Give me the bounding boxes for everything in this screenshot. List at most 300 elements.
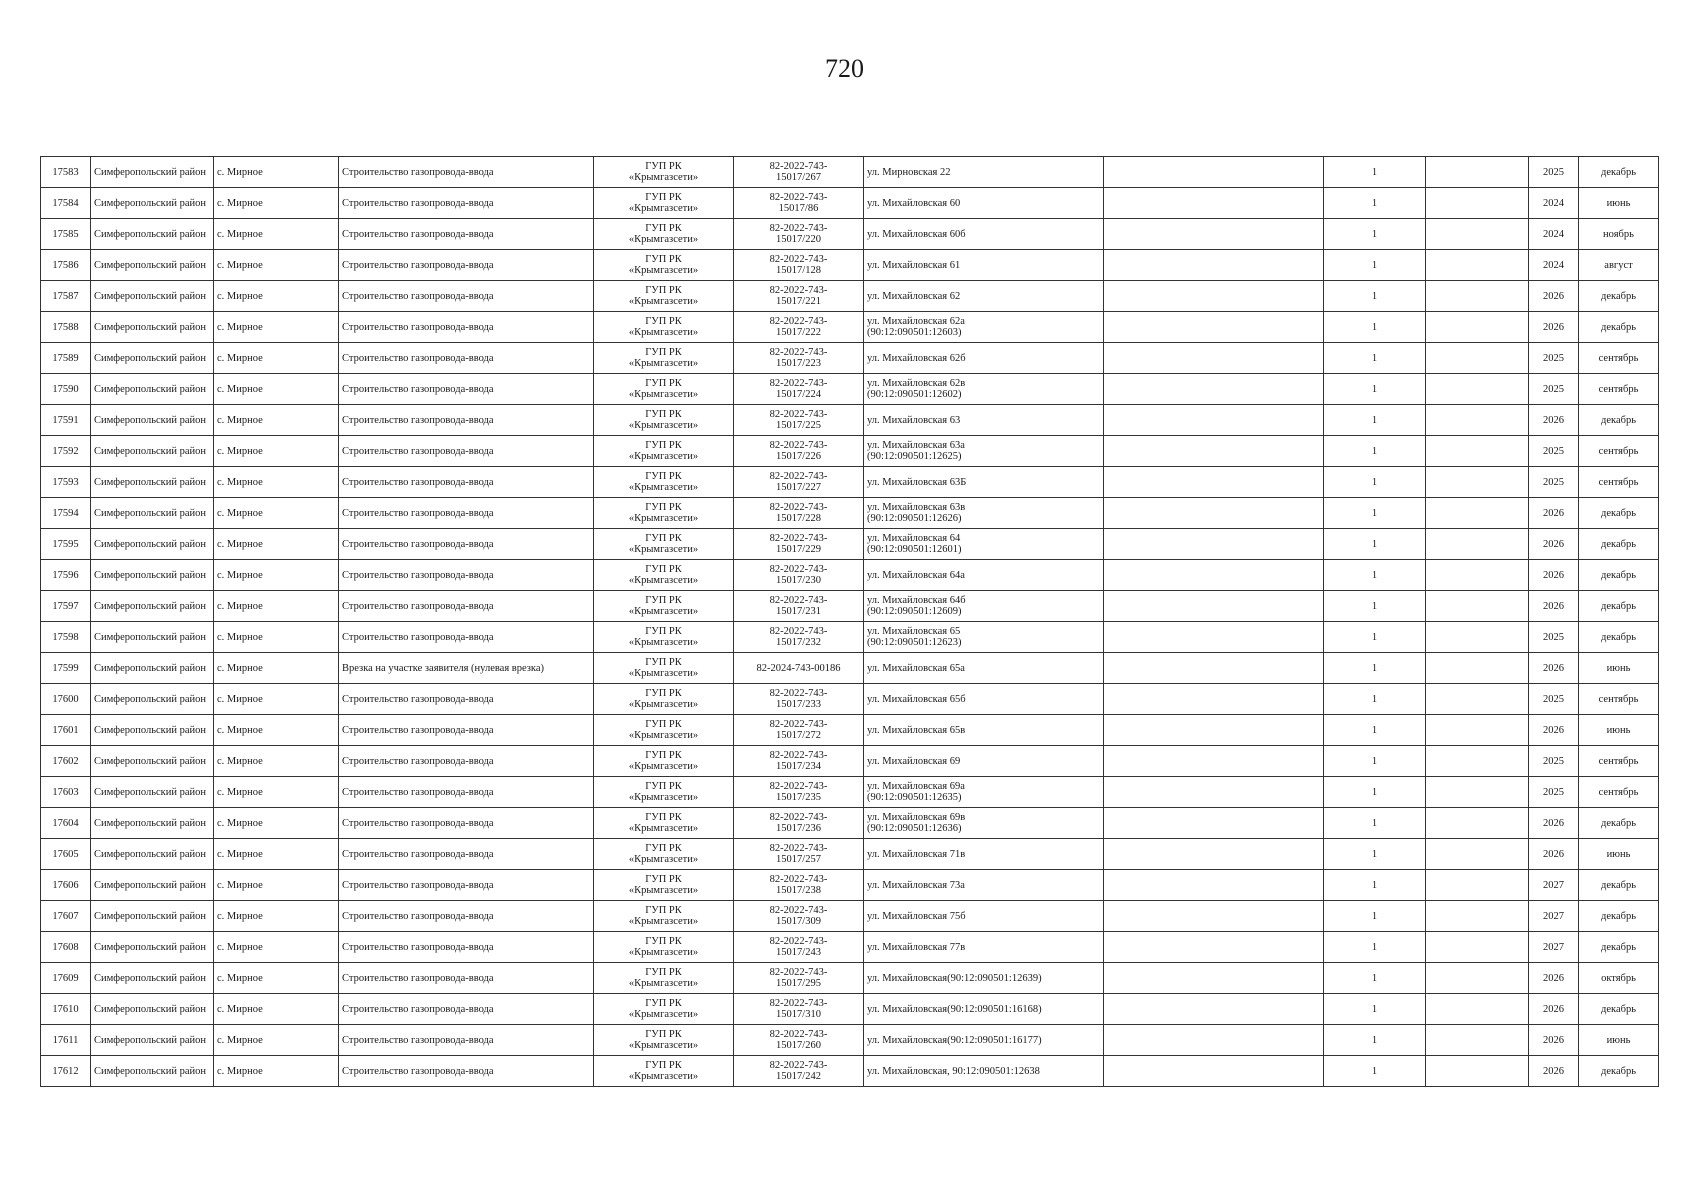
table-row <box>41 622 1659 653</box>
qty-text: 1 <box>1371 445 1378 457</box>
reg-line2-text: 15017/236 <box>776 823 821 834</box>
quantity-cell <box>1324 250 1426 281</box>
empty-cell <box>1426 808 1529 839</box>
work-type-cell <box>339 591 594 622</box>
month-cell <box>1579 839 1659 870</box>
district-cell <box>91 777 214 808</box>
year-cell <box>1529 1056 1579 1087</box>
table-row <box>41 684 1659 715</box>
row-number-cell <box>41 653 91 684</box>
address-cell <box>864 188 1104 219</box>
addr-line2-text: (90:12:090501:12635) <box>867 792 962 803</box>
empty-cell <box>1104 932 1324 963</box>
reg-line2-text: 15017/257 <box>776 854 821 865</box>
org-line1-text: ГУП РК <box>645 905 682 916</box>
reg-line2-text: 15017/234 <box>776 761 821 772</box>
district-cell <box>91 188 214 219</box>
quantity-cell <box>1324 405 1426 436</box>
row-number-cell <box>41 529 91 560</box>
settlement-cell <box>214 343 339 374</box>
settlement-cell <box>214 1056 339 1087</box>
month-text: сентябрь <box>1598 445 1639 457</box>
reg-line1-text: 82-2022-743- <box>769 378 828 389</box>
row-number-cell <box>41 994 91 1025</box>
reg-line2-text: 15017/230 <box>776 575 821 586</box>
work-type-cell <box>339 932 594 963</box>
month-text: декабрь <box>1601 1003 1636 1015</box>
work-text: Строительство газопровода-ввода <box>342 166 494 178</box>
district-text: Симферопольский район <box>94 197 207 209</box>
work-type-cell <box>339 157 594 188</box>
registry-number-cell <box>734 560 864 591</box>
address-cell <box>864 560 1104 591</box>
district-cell <box>91 994 214 1025</box>
quantity-cell <box>1324 560 1426 591</box>
organization-cell <box>594 188 734 219</box>
org-line2-text: «Крымгазсети» <box>628 544 699 555</box>
qty-text: 1 <box>1371 631 1378 643</box>
empty-cell <box>1426 932 1529 963</box>
row-number-cell <box>41 622 91 653</box>
row-number-cell <box>41 219 91 250</box>
org-line1-text: ГУП РК <box>645 967 682 978</box>
quantity-cell <box>1324 715 1426 746</box>
org-line1-text: ГУП РК <box>645 347 682 358</box>
table-body <box>41 157 1659 1087</box>
work-type-cell <box>339 1025 594 1056</box>
row-number-cell <box>41 715 91 746</box>
district-text: Симферопольский район <box>94 352 207 364</box>
addr-line1-text: ул. Михайловская 64 <box>867 533 961 544</box>
settlement-cell <box>214 374 339 405</box>
district-cell <box>91 901 214 932</box>
row-number-cell <box>41 1025 91 1056</box>
month-cell <box>1579 901 1659 932</box>
work-type-cell <box>339 219 594 250</box>
organization-cell <box>594 250 734 281</box>
reg-line2-text: 15017/267 <box>776 172 821 183</box>
table-row <box>41 343 1659 374</box>
quantity-cell <box>1324 219 1426 250</box>
qty-text: 1 <box>1371 352 1378 364</box>
work-text: Строительство газопровода-ввода <box>342 476 494 488</box>
month-text: июнь <box>1606 662 1631 674</box>
month-cell <box>1579 870 1659 901</box>
organization-cell <box>594 591 734 622</box>
district-text: Симферопольский район <box>94 724 207 736</box>
empty-cell <box>1104 436 1324 467</box>
qty-text: 1 <box>1371 972 1378 984</box>
row-number-cell <box>41 777 91 808</box>
settlement-cell <box>214 1025 339 1056</box>
settlement-text: с. Мирное <box>217 476 263 488</box>
qty-text: 1 <box>1371 755 1378 767</box>
org-line1-text: ГУП РК <box>645 998 682 1009</box>
settlement-text: с. Мирное <box>217 910 263 922</box>
org-line1-text: ГУП РК <box>645 192 682 203</box>
month-cell <box>1579 808 1659 839</box>
empty-cell <box>1104 188 1324 219</box>
quantity-cell <box>1324 498 1426 529</box>
district-text: Симферопольский район <box>94 972 207 984</box>
year-text: 2027 <box>1543 910 1564 922</box>
district-cell <box>91 963 214 994</box>
reg-line2-text: 15017/224 <box>776 389 821 400</box>
quantity-cell <box>1324 932 1426 963</box>
work-type-cell <box>339 281 594 312</box>
num-text: 17596 <box>52 569 79 581</box>
table-row <box>41 436 1659 467</box>
reg-line1-text: 82-2022-743- <box>769 688 828 699</box>
registry-number-cell <box>734 157 864 188</box>
num-text: 17591 <box>52 414 79 426</box>
reg-line1-text: 82-2022-743- <box>769 440 828 451</box>
year-text: 2025 <box>1543 786 1564 798</box>
address-cell <box>864 405 1104 436</box>
month-text: июнь <box>1606 197 1631 209</box>
month-text: сентябрь <box>1598 786 1639 798</box>
reg-line2-text: 15017/233 <box>776 699 821 710</box>
empty-cell <box>1426 188 1529 219</box>
district-cell <box>91 1056 214 1087</box>
year-cell <box>1529 622 1579 653</box>
month-cell <box>1579 560 1659 591</box>
settlement-text: с. Мирное <box>217 1065 263 1077</box>
num-text: 17586 <box>52 259 79 271</box>
registry-number-cell <box>734 715 864 746</box>
year-cell <box>1529 777 1579 808</box>
work-text: Строительство газопровода-ввода <box>342 817 494 829</box>
num-text: 17585 <box>52 228 79 240</box>
settlement-cell <box>214 715 339 746</box>
month-text: октябрь <box>1601 972 1636 984</box>
work-text: Строительство газопровода-ввода <box>342 879 494 891</box>
reg-line1-text: 82-2022-743- <box>769 1060 828 1071</box>
addr-line1-text: ул. Михайловская 69в <box>867 812 966 823</box>
month-text: декабрь <box>1601 879 1636 891</box>
year-text: 2025 <box>1543 631 1564 643</box>
year-text: 2026 <box>1543 662 1564 674</box>
org-line1-text: ГУП РК <box>645 843 682 854</box>
settlement-text: с. Мирное <box>217 1003 263 1015</box>
row-number-cell <box>41 405 91 436</box>
addr-line1-text: ул. Михайловская 62б <box>867 352 966 364</box>
empty-cell <box>1426 777 1529 808</box>
empty-cell <box>1104 963 1324 994</box>
quantity-cell <box>1324 467 1426 498</box>
address-cell <box>864 436 1104 467</box>
quantity-cell <box>1324 839 1426 870</box>
quantity-cell <box>1324 343 1426 374</box>
empty-cell <box>1426 684 1529 715</box>
quantity-cell <box>1324 963 1426 994</box>
year-text: 2025 <box>1543 476 1564 488</box>
work-text: Строительство газопровода-ввода <box>342 600 494 612</box>
reg-line1-text: 82-2022-743- <box>769 595 828 606</box>
registry-number-cell <box>734 529 864 560</box>
reg-line2-text: 15017/232 <box>776 637 821 648</box>
address-cell <box>864 529 1104 560</box>
year-text: 2026 <box>1543 817 1564 829</box>
district-cell <box>91 343 214 374</box>
reg-line2-text: 15017/231 <box>776 606 821 617</box>
work-type-cell <box>339 839 594 870</box>
addr-line2-text: (90:12:090501:12626) <box>867 513 962 524</box>
addr-line1-text: ул. Михайловская 65в <box>867 724 966 736</box>
row-number-cell <box>41 560 91 591</box>
address-cell <box>864 653 1104 684</box>
settlement-cell <box>214 839 339 870</box>
addr-line1-text: ул. Михайловская 65б <box>867 693 966 705</box>
district-cell <box>91 374 214 405</box>
month-text: июнь <box>1606 848 1631 860</box>
district-text: Симферопольский район <box>94 383 207 395</box>
address-cell <box>864 467 1104 498</box>
table-row <box>41 963 1659 994</box>
quantity-cell <box>1324 281 1426 312</box>
settlement-text: с. Мирное <box>217 972 263 984</box>
row-number-cell <box>41 591 91 622</box>
month-cell <box>1579 157 1659 188</box>
work-text: Строительство газопровода-ввода <box>342 445 494 457</box>
organization-cell <box>594 219 734 250</box>
qty-text: 1 <box>1371 662 1378 674</box>
empty-cell <box>1426 901 1529 932</box>
empty-cell <box>1104 839 1324 870</box>
settlement-cell <box>214 622 339 653</box>
num-text: 17589 <box>52 352 79 364</box>
month-text: декабрь <box>1601 321 1636 333</box>
reg-line1-text: 82-2022-743- <box>769 1029 828 1040</box>
month-cell <box>1579 188 1659 219</box>
work-type-cell <box>339 529 594 560</box>
addr-line1-text: ул. Михайловская(90:12:090501:16168) <box>867 1003 1042 1015</box>
reg-line2-text: 15017/222 <box>776 327 821 338</box>
month-text: сентябрь <box>1598 693 1639 705</box>
org-line2-text: «Крымгазсети» <box>628 637 699 648</box>
num-text: 17597 <box>52 600 79 612</box>
org-line2-text: «Крымгазсети» <box>628 482 699 493</box>
address-cell <box>864 250 1104 281</box>
table-row <box>41 188 1659 219</box>
address-cell <box>864 591 1104 622</box>
empty-cell <box>1104 746 1324 777</box>
reg-line1-text: 82-2022-743- <box>769 502 828 513</box>
qty-text: 1 <box>1371 786 1378 798</box>
year-text: 2026 <box>1543 321 1564 333</box>
organization-cell <box>594 436 734 467</box>
empty-cell <box>1426 622 1529 653</box>
work-text: Строительство газопровода-ввода <box>342 910 494 922</box>
table-row <box>41 746 1659 777</box>
table-row <box>41 994 1659 1025</box>
empty-cell <box>1426 653 1529 684</box>
work-type-cell <box>339 312 594 343</box>
month-text: декабрь <box>1601 631 1636 643</box>
settlement-text: с. Мирное <box>217 166 263 178</box>
organization-cell <box>594 529 734 560</box>
organization-cell <box>594 157 734 188</box>
empty-cell <box>1104 405 1324 436</box>
year-cell <box>1529 467 1579 498</box>
work-text: Строительство газопровода-ввода <box>342 197 494 209</box>
addr-line1-text: ул. Михайловская 63Б <box>867 476 967 488</box>
num-text: 17598 <box>52 631 79 643</box>
reg-line1-text: 82-2022-743- <box>769 781 828 792</box>
settlement-cell <box>214 994 339 1025</box>
reg-line2-text: 15017/238 <box>776 885 821 896</box>
num-text: 17607 <box>52 910 79 922</box>
table-row <box>41 374 1659 405</box>
reg-line1-text: 82-2022-743- <box>769 967 828 978</box>
reg-line1-text: 82-2022-743- <box>769 905 828 916</box>
year-text: 2026 <box>1543 1003 1564 1015</box>
work-text: Строительство газопровода-ввода <box>342 507 494 519</box>
address-cell <box>864 157 1104 188</box>
settlement-text: с. Мирное <box>217 941 263 953</box>
organization-cell <box>594 994 734 1025</box>
work-type-cell <box>339 653 594 684</box>
district-cell <box>91 498 214 529</box>
month-cell <box>1579 932 1659 963</box>
year-text: 2026 <box>1543 1065 1564 1077</box>
work-text: Врезка на участке заявителя (нулевая врезка) <box>342 662 545 674</box>
work-type-cell <box>339 808 594 839</box>
num-text: 17588 <box>52 321 79 333</box>
address-cell <box>864 1025 1104 1056</box>
empty-cell <box>1426 1056 1529 1087</box>
empty-cell <box>1426 994 1529 1025</box>
qty-text: 1 <box>1371 166 1378 178</box>
district-cell <box>91 405 214 436</box>
month-cell <box>1579 684 1659 715</box>
address-cell <box>864 281 1104 312</box>
quantity-cell <box>1324 653 1426 684</box>
org-line2-text: «Крымгазсети» <box>628 854 699 865</box>
work-text: Строительство газопровода-ввода <box>342 352 494 364</box>
district-text: Симферопольский район <box>94 476 207 488</box>
addr-line1-text: ул. Михайловская(90:12:090501:16177) <box>867 1034 1042 1046</box>
org-line1-text: ГУП РК <box>645 471 682 482</box>
addr-line1-text: ул. Михайловская 63в <box>867 502 966 513</box>
registry-number-cell <box>734 250 864 281</box>
row-number-cell <box>41 343 91 374</box>
address-cell <box>864 374 1104 405</box>
district-text: Симферопольский район <box>94 166 207 178</box>
month-cell <box>1579 281 1659 312</box>
work-text: Строительство газопровода-ввода <box>342 414 494 426</box>
year-cell <box>1529 994 1579 1025</box>
reg-line1-text: 82-2022-743- <box>769 812 828 823</box>
year-cell <box>1529 560 1579 591</box>
month-cell <box>1579 715 1659 746</box>
empty-cell <box>1104 870 1324 901</box>
org-line1-text: ГУП РК <box>645 1029 682 1040</box>
org-line2-text: «Крымгазсети» <box>628 792 699 803</box>
addr-line1-text: ул. Михайловская 62в <box>867 378 966 389</box>
district-text: Симферопольский район <box>94 290 207 302</box>
year-text: 2026 <box>1543 290 1564 302</box>
organization-cell <box>594 901 734 932</box>
row-number-cell <box>41 188 91 219</box>
work-type-cell <box>339 622 594 653</box>
district-cell <box>91 467 214 498</box>
org-line1-text: ГУП РК <box>645 595 682 606</box>
work-type-cell <box>339 870 594 901</box>
empty-cell <box>1426 839 1529 870</box>
address-cell <box>864 808 1104 839</box>
num-text: 17592 <box>52 445 79 457</box>
settlement-cell <box>214 901 339 932</box>
district-cell <box>91 1025 214 1056</box>
organization-cell <box>594 622 734 653</box>
empty-cell <box>1426 560 1529 591</box>
month-cell <box>1579 467 1659 498</box>
settlement-cell <box>214 777 339 808</box>
addr-line1-text: ул. Михайловская 71в <box>867 848 966 860</box>
year-text: 2026 <box>1543 507 1564 519</box>
table-row <box>41 250 1659 281</box>
addr-line2-text: (90:12:090501:12625) <box>867 451 962 462</box>
address-cell <box>864 839 1104 870</box>
year-cell <box>1529 963 1579 994</box>
registry-number-cell <box>734 281 864 312</box>
work-text: Строительство газопровода-ввода <box>342 259 494 271</box>
num-text: 17603 <box>52 786 79 798</box>
month-text: декабрь <box>1601 1065 1636 1077</box>
organization-cell <box>594 777 734 808</box>
org-line2-text: «Крымгазсети» <box>628 265 699 276</box>
district-text: Симферопольский район <box>94 910 207 922</box>
empty-cell <box>1104 560 1324 591</box>
settlement-cell <box>214 560 339 591</box>
org-line2-text: «Крымгазсети» <box>628 451 699 462</box>
empty-cell <box>1426 498 1529 529</box>
work-type-cell <box>339 374 594 405</box>
org-line2-text: «Крымгазсети» <box>628 234 699 245</box>
month-cell <box>1579 219 1659 250</box>
addr-line2-text: (90:12:090501:12603) <box>867 327 962 338</box>
row-number-cell <box>41 932 91 963</box>
addr-line1-text: ул. Михайловская 61 <box>867 259 961 271</box>
month-text: июнь <box>1606 724 1631 736</box>
table-row <box>41 1025 1659 1056</box>
table-row <box>41 901 1659 932</box>
qty-text: 1 <box>1371 569 1378 581</box>
row-number-cell <box>41 808 91 839</box>
quantity-cell <box>1324 901 1426 932</box>
org-line2-text: «Крымгазсети» <box>628 1040 699 1051</box>
district-cell <box>91 560 214 591</box>
reg-line2-text: 15017/86 <box>778 203 819 214</box>
district-text: Симферопольский район <box>94 259 207 271</box>
org-line1-text: ГУП РК <box>645 719 682 730</box>
reg-line1-text: 82-2022-743- <box>769 161 828 172</box>
district-text: Симферопольский район <box>94 755 207 767</box>
work-text: Строительство газопровода-ввода <box>342 941 494 953</box>
table-row <box>41 777 1659 808</box>
month-text: декабрь <box>1601 290 1636 302</box>
addr-line2-text: (90:12:090501:12636) <box>867 823 962 834</box>
row-number-cell <box>41 901 91 932</box>
registry-number-cell <box>734 188 864 219</box>
empty-cell <box>1426 746 1529 777</box>
month-cell <box>1579 963 1659 994</box>
settlement-text: с. Мирное <box>217 321 263 333</box>
work-text: Строительство газопровода-ввода <box>342 290 494 302</box>
org-line2-text: «Крымгазсети» <box>628 1009 699 1020</box>
row-number-cell <box>41 467 91 498</box>
